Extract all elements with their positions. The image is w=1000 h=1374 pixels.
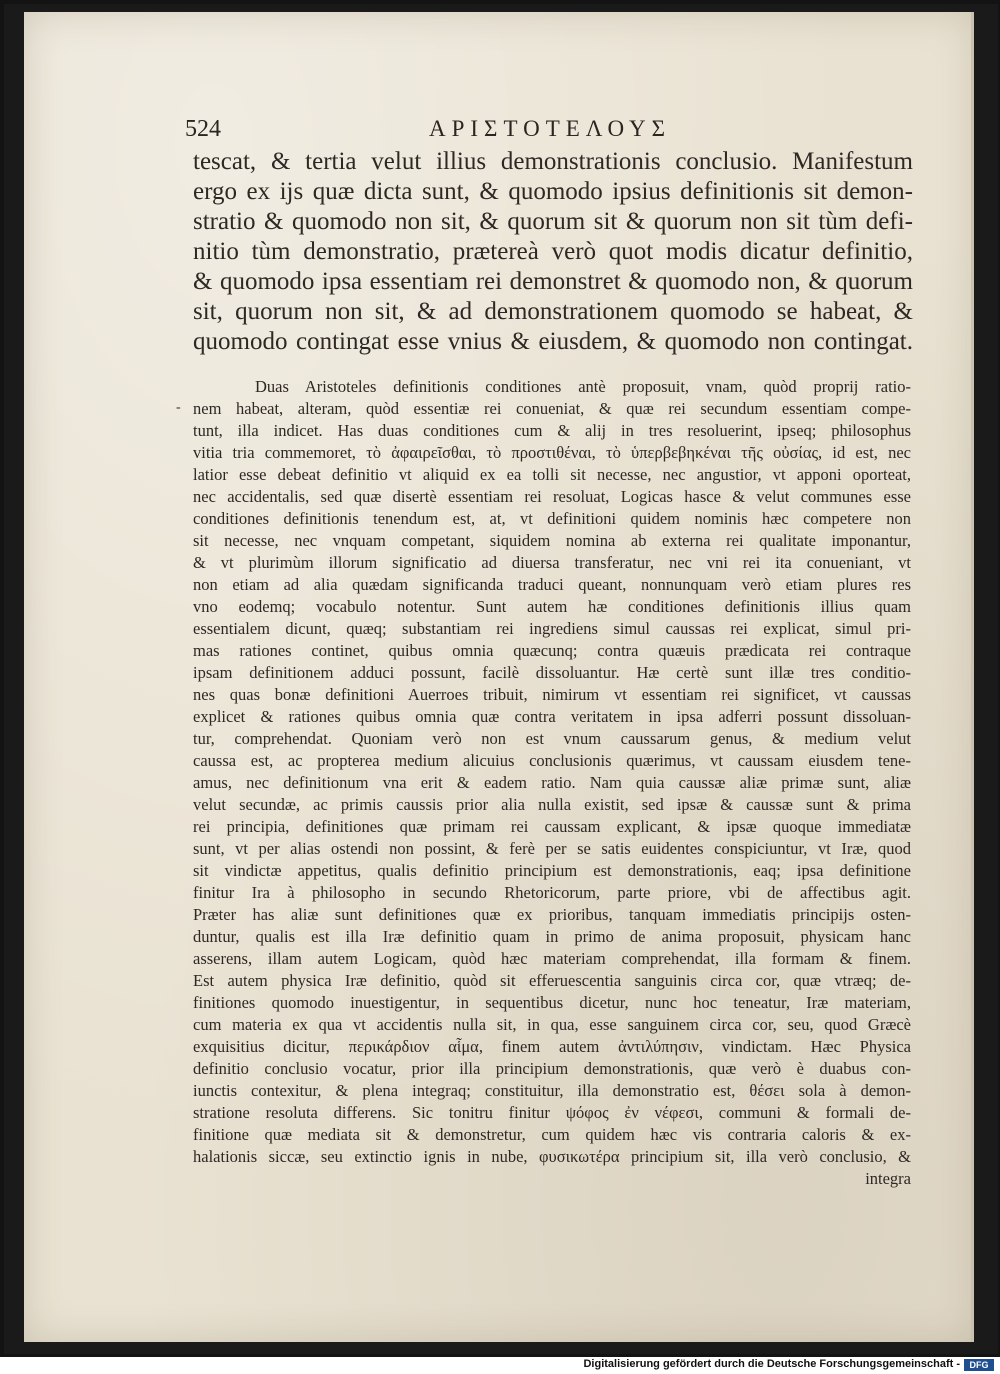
- commentary-line: duntur, qualis est illa Iræ definitio quam in primo de anima proposuit, physicam hanc: [193, 927, 911, 946]
- page-edge: [971, 12, 974, 1342]
- main-text: [193, 147, 913, 357]
- commentary-line: vitia tria commemoret, τὸ ἀφαιρεῖσθαι, τὸ προστιθέναι, τὸ ὑπερβεβηκέναι τῆς οὐσίας, id est, nec: [193, 443, 911, 462]
- commentary-line: sit vindictæ appetitus, qualis definitio principium est demonstrationis, eaq; ipsa definitione: [193, 861, 911, 880]
- commentary-line: stratione resoluta differens. Sic tonitru finitur ψόφος ἐν νέφεσι, communi & formali de-: [193, 1103, 911, 1122]
- main-text-line: tescat, & tertia velut illius demonstrationis conclusio. Manifestum: [193, 148, 913, 175]
- commentary-line: definitio conclusio vocatur, prior illa principium demonstrationis, quæ verò è duabus con-: [193, 1059, 911, 1078]
- commentary-line: conditiones definitionis tenendum est, at, vt definitioni quidem nominis hæc competere non: [193, 509, 911, 528]
- commentary-line: nem habeat, alteram, quòd essentiæ rei conueniat, & quæ rei secundum essentiam compe-: [193, 399, 911, 418]
- commentary-line: halationis siccæ, seu extinctio ignis in nube, φυσικωτέρα principium sit, illa verò conclusio, &: [193, 1147, 911, 1166]
- commentary-line: mas rationes continet, quibus omnia quæcunq; contra quæuis prædicata rei contraque: [193, 641, 911, 660]
- commentary-line: tunt, illa indicet. Has duas conditiones cum & alij in tres resoluerint, ipseq; philosophus: [193, 421, 911, 440]
- commentary-line: rei principia, definitiones quæ primam rei caussam explicant, & ipsæ quoque immediatæ: [193, 817, 911, 836]
- commentary-line: ipsam definitionem adduci possunt, facilè dissoluantur. Hæ certè sunt illæ tres conditio-: [193, 663, 911, 682]
- commentary-line: sit necesse, nec vnquam competant, siquidem nomina ab externa rei qualitate imponantur,: [193, 531, 911, 550]
- commentary-line: caussa est, ac propterea medium alicuius conclusionis quærimus, vt caussam eiusdem tene-: [193, 751, 911, 770]
- commentary-line: essentialem dicunt, quæq; substantiam rei ingrediens simul caussas rei explicat, simul pri-: [193, 619, 911, 638]
- commentary-line: iunctis contexitur, & plena integraq; constituitur, illa demonstratio est, θέσει sola à demon-: [193, 1081, 911, 1100]
- dfg-logo: DFG: [964, 1359, 994, 1371]
- commentary-line: vno eodemq; vocabulo notentur. Sunt autem hæ conditiones definitionis illius quam: [193, 597, 911, 616]
- commentary-line: finitione quæ mediata sit & demonstretur, cum quidem hæc vis contraria caloris & ex-: [193, 1125, 911, 1144]
- commentary-line: sunt, vt per alias ostendi non possint, & ferè per se satis euidentes conspiciuntur, vt Iræ, quod: [193, 839, 911, 858]
- commentary-line: Præter has aliæ sunt definitiones quæ ex prioribus, tanquam immediatis principijs osten-: [193, 905, 911, 924]
- commentary-line: non etiam ad alia quædam significanda traduci queant, nonnunquam verò etiam plures res: [193, 575, 911, 594]
- commentary-line: cum materia ex qua vt accidentis nulla sit, in qua, esse sanguinem circa cor, seu, quod Græcè: [193, 1015, 911, 1034]
- commentary-line: Est autem physica Iræ definitio, quòd sit efferuescentia sanguinis circa cor, quæ vtræq; de-: [193, 971, 911, 990]
- commentary-line: latior esse debeat definitio vt aliquid ex ea tolli sit necesse, nec angustior, vt apponi oporteat,: [193, 465, 911, 484]
- main-text-line: quomodo contingat esse vnius & eiusdem, & quomodo non contingat.: [193, 328, 913, 355]
- margin-mark: -: [176, 400, 181, 415]
- funding-credit: Digitalisierung gefördert durch die Deutsche Forschungsgemeinschaft -: [583, 1358, 960, 1370]
- main-text-line: sit, quorum non sit, & ad demonstrationem quomodo se habeat, &: [193, 298, 913, 325]
- commentary-text: [193, 376, 911, 1190]
- commentary-line: Duas Aristoteles definitionis conditiones antè proposuit, vnam, quòd proprij ratio-: [255, 377, 911, 396]
- commentary-line: tur, comprehendat. Quoniam verò non est vnum caussarum genus, & medium velut: [193, 729, 911, 748]
- running-title: ΑΡΙΣΤΟΤΕΛΟΥΣ: [429, 116, 671, 141]
- commentary-line: finitiones quomodo inuestigentur, in sequentibus dicetur, nunc hoc teneatur, Iræ materiam,: [193, 993, 911, 1012]
- footer-bar: [0, 1357, 1000, 1374]
- page-header: [185, 116, 915, 146]
- main-text-line: stratio & quomodo non sit, & quorum sit & quorum non sit tùm defi-: [193, 208, 913, 235]
- commentary-catchword: integra: [865, 1169, 911, 1188]
- commentary-line: velut secundæ, ac primis caussis prior alia nulla existit, sed ipsæ & caussæ sunt & prima: [193, 795, 911, 814]
- commentary-line: asserens, illam autem Logicam, quòd hæc materiam comprehendat, illa formam & finem.: [193, 949, 911, 968]
- commentary-line: exquisitius dicitur, περικάρδιον αἷμα, finem autem ἀντιλύπησιν, vindictam. Hæc Physica: [193, 1037, 911, 1056]
- page-number: 524: [185, 116, 221, 142]
- commentary-line: & vt plurimùm illorum significatio ad diuersa transferatur, nec vni rei ita conueniant, vt: [193, 553, 911, 572]
- commentary-line: nes quas bonæ definitioni Auerroes tribuit, nimirum vt essentiam rei significet, vt caussas: [193, 685, 911, 704]
- main-text-line: & quomodo ipsa essentiam rei demonstret & quomodo non, & quorum: [193, 268, 913, 295]
- main-text-line: nitio tùm demonstratio, prætereà verò quot modis dicatur definitio,: [193, 238, 913, 265]
- commentary-line: amus, nec definitionum vna erit & eadem ratio. Nam quia caussæ aliæ primæ sunt, aliæ: [193, 773, 911, 792]
- commentary-line: nec accidentalis, sed quæ disertè essentiam rei resoluat, Logicas hasce & velut communes esse: [193, 487, 911, 506]
- commentary-line: finitur Ira à philosopho in secundo Rhetoricorum, parte priore, vbi de affectibus agit.: [193, 883, 911, 902]
- commentary-line: explicet & rationes quibus omnia quæ contra veritatem in ipsa adferri possunt dissoluan-: [193, 707, 911, 726]
- main-text-line: ergo ex ijs quæ dicta sunt, & quomodo ipsius definitionis sit demon-: [193, 178, 913, 205]
